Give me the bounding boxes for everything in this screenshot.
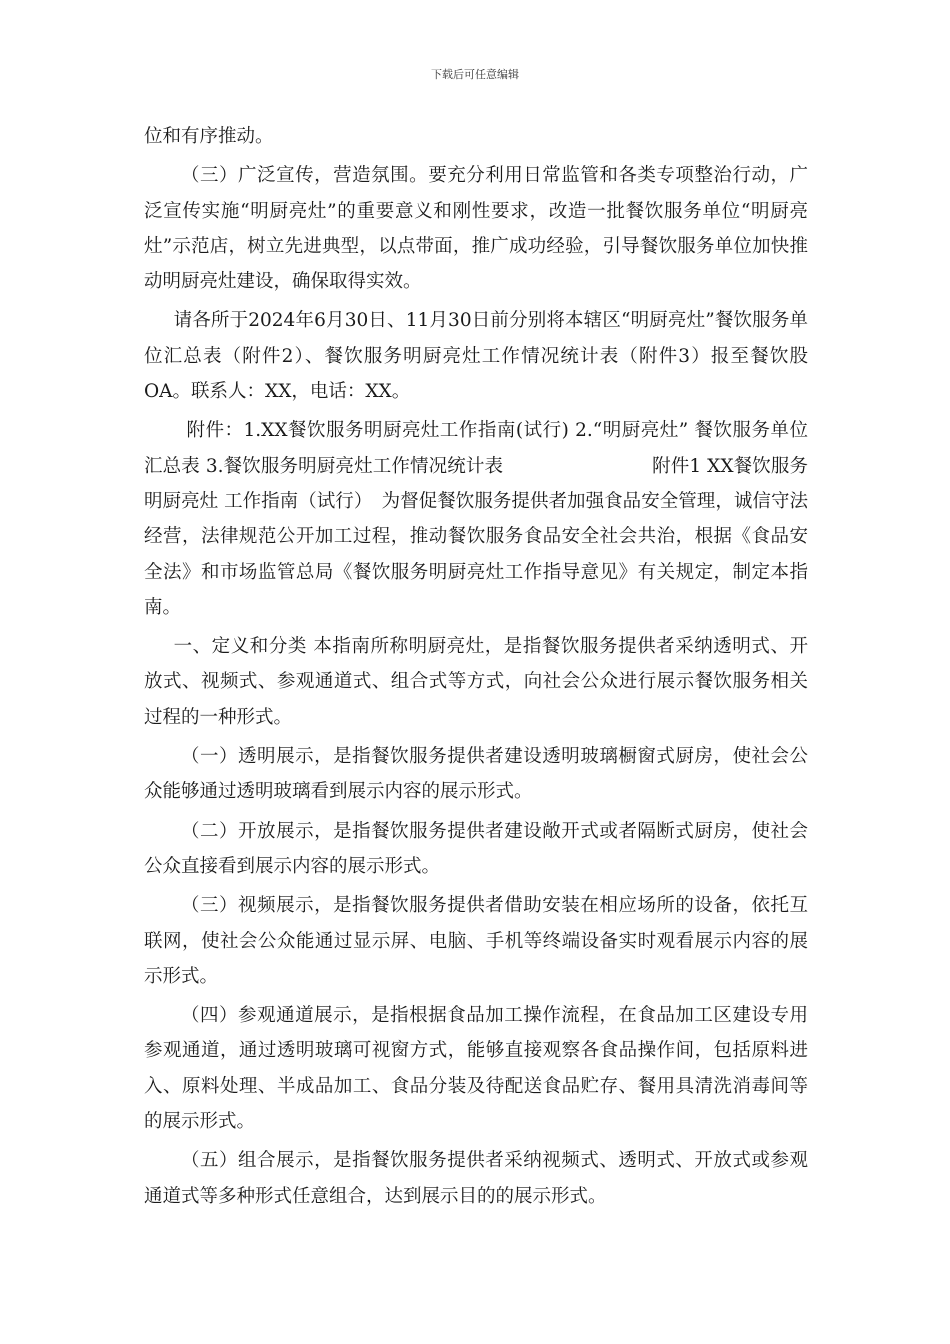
paragraph-publicity: （三）广泛宣传，营造氛围。要充分利用日常监管和各类专项整治行动，广泛宣传实施“明厨亮灶”的重要意义和刚性要求，改造一批餐饮服务单位“明厨亮灶”示范店，树立先进典型，以点带面，推广成功经验，引导餐饮服务单位加快推动明厨亮灶建设，确保取得实效。 <box>144 165 808 293</box>
paragraph-continuation: 位和有序推动。 <box>144 126 274 147</box>
paragraph-definition: 一、定义和分类 本指南所称明厨亮灶，是指餐饮服务提供者采纳透明式、开放式、视频式、参观通道式、组合式等方式，向社会公众进行展示餐饮服务相关过程的一种形式。 <box>144 636 808 728</box>
paragraph-combined-display: （五）组合展示，是指餐饮服务提供者采纳视频式、透明式、开放式或参观通道式等多种形式任意组合，达到展示目的的展示形式。 <box>144 1150 808 1207</box>
paragraph-visit-channel-display: （四）参观通道展示，是指根据食品加工操作流程，在食品加工区建设专用参观通道，通过透明玻璃可视窗方式，能够直接观察各食品操作间，包括原料进入、原料处理、半成品加工、食品分装及待配送食品贮存、餐用具清洗消毒间等的展示形式。 <box>144 1005 808 1133</box>
document-body <box>144 119 808 1218</box>
paragraph-submission-notice: 请各所于2024年6月30日、11月30日前分别将本辖区“明厨亮灶”餐饮服务单位汇总表（附件2）、餐饮服务明厨亮灶工作情况统计表（附件3）报至餐饮股OA。联系人：XX，电话：XX。 <box>144 310 808 403</box>
paragraph-attachments: 附件：1.XX餐饮服务明厨亮灶工作指南(试行) 2.“明厨亮灶” 餐饮服务单位汇总表 3.餐饮服务明厨亮灶工作情况统计表 附件1 XX餐饮服务明厨亮灶 工作指南（试行） 为督促餐饮服务提供者加强食品安全管理，诚信守法经营，法律规范公开加工过程，推动餐饮服务食品安全社会共治，根据《食品安全法》和市场监管总局《餐饮服务明厨亮灶工作指导意见》有关规定，制定本指南。 <box>144 420 808 618</box>
page-header: 下载后可任意编辑 <box>431 68 519 81</box>
paragraph-video-display: （三）视频展示，是指餐饮服务提供者借助安装在相应场所的设备，依托互联网，使社会公众能通过显示屏、电脑、手机等终端设备实时观看展示内容的展示形式。 <box>144 895 808 987</box>
paragraph-transparent-display: （一）透明展示，是指餐饮服务提供者建设透明玻璃橱窗式厨房，使社会公众能够通过透明玻璃看到展示内容的展示形式。 <box>144 746 808 803</box>
paragraph-open-display: （二）开放展示，是指餐饮服务提供者建设敞开式或者隔断式厨房，使社会公众直接看到展示内容的展示形式。 <box>144 820 808 877</box>
